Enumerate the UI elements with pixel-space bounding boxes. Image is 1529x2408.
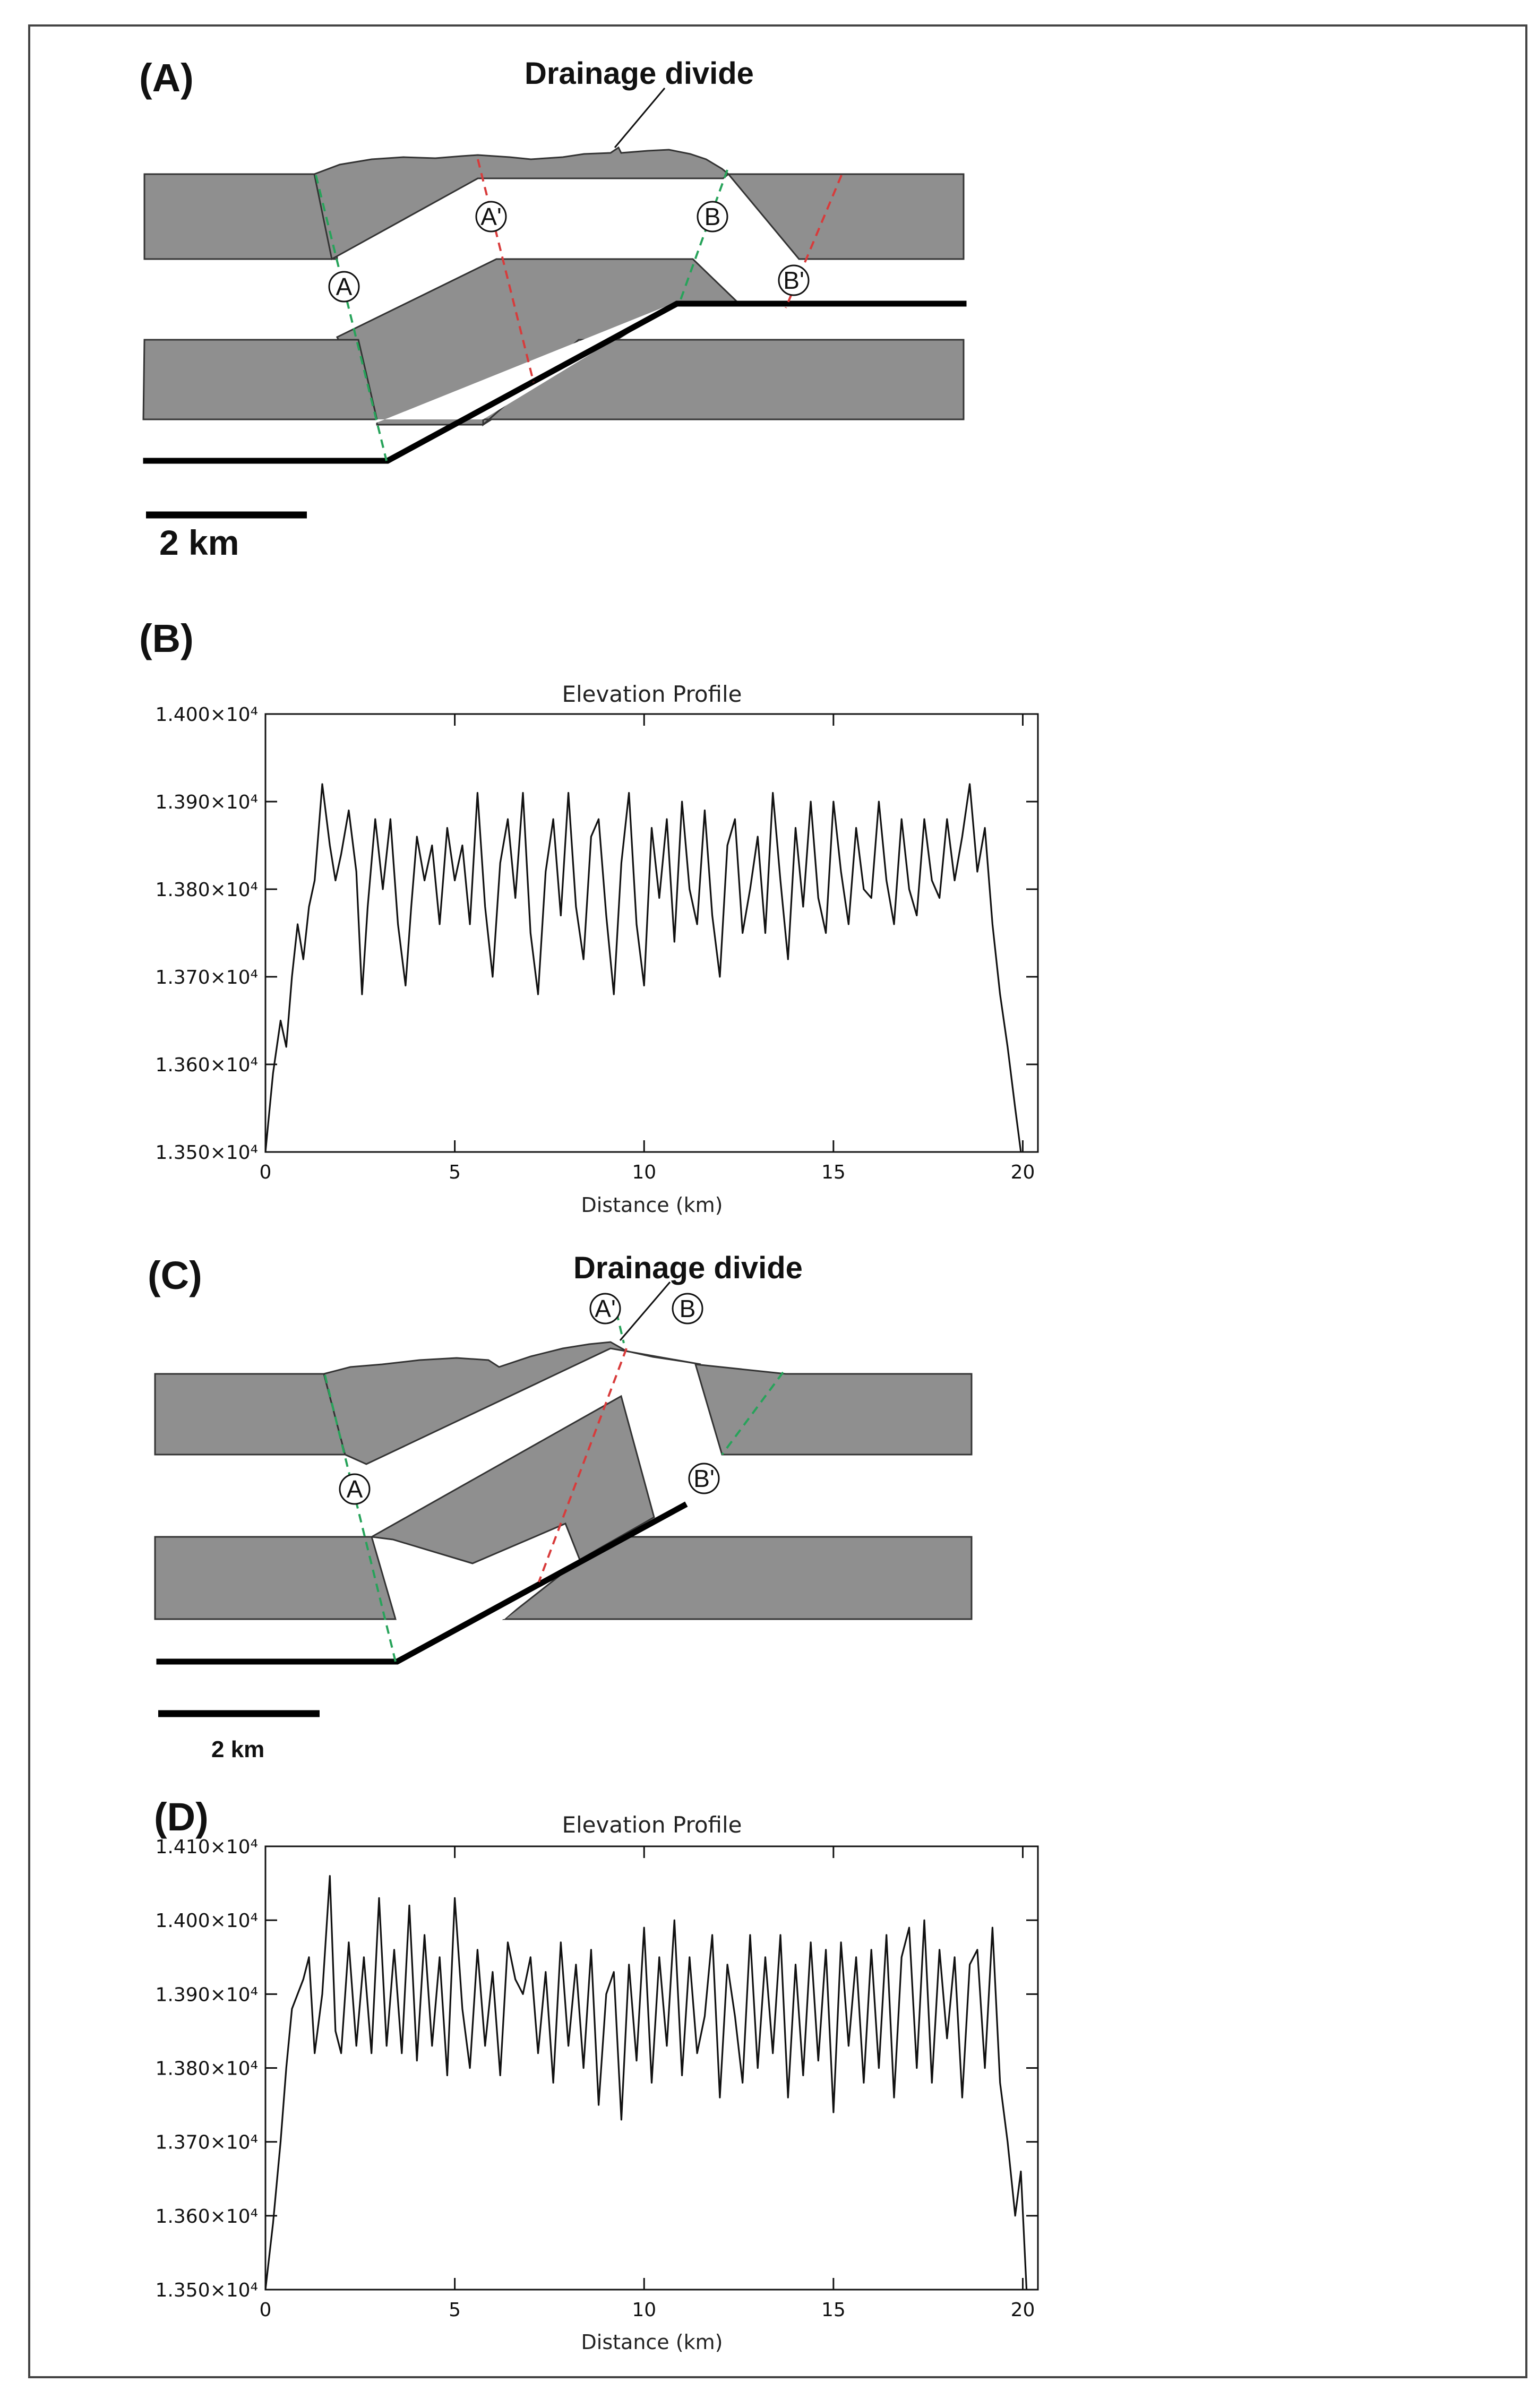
chart-b-y-tick-label: 1.390×10⁴ (155, 792, 258, 813)
chart-d-x-tick-label: 20 (1010, 2299, 1035, 2321)
diagram-c-upper-layer-left (155, 1374, 345, 1455)
diagram-c-scale-label: 2 km (211, 1736, 265, 1762)
diagram-c-point-a-prime (590, 1294, 620, 1323)
chart-d (154, 1795, 1038, 2354)
svg-text:A: A (346, 1475, 363, 1503)
svg-text:B: B (679, 1295, 696, 1322)
chart-b-y-tick-label: 1.360×10⁴ (155, 1054, 258, 1076)
chart-d-x-tick-label: 10 (632, 2299, 657, 2321)
diagram-a-upper-layer-right (728, 174, 964, 259)
chart-b (139, 616, 1038, 1217)
svg-text:A': A' (595, 1295, 616, 1322)
chart-b-series-elevation (265, 784, 1021, 1152)
diagram-c-lower-layer-left (155, 1537, 396, 1619)
chart-b-plot-frame (265, 714, 1038, 1152)
chart-d-y-tick-label: 1.370×10⁴ (155, 2131, 258, 2154)
svg-text:A: A (336, 273, 353, 300)
chart-d-y-tick-label: 1.350×10⁴ (155, 2280, 258, 2301)
diagram-c-point-b (673, 1294, 702, 1323)
svg-text:B': B' (783, 266, 804, 294)
panel-b-label: (B) (139, 616, 194, 660)
chart-b-x-tick-label: 15 (821, 1162, 846, 1183)
chart-b-x-tick-label: 10 (632, 1162, 657, 1183)
chart-d-x-axis (260, 1846, 1035, 2321)
diagram-c-lower-layer-right (504, 1537, 972, 1619)
panel-a-label: (A) (139, 56, 194, 100)
panel-c-label: (C) (148, 1253, 202, 1297)
chart-d-x-axis-title: Distance (km) (581, 2330, 723, 2354)
diagram-c-divide-leader (620, 1282, 670, 1340)
chart-b-y-tick-label: 1.350×10⁴ (155, 1142, 258, 1164)
chart-d-series-elevation (265, 1876, 1027, 2290)
diagram-a-scale-label: 2 km (159, 523, 239, 562)
diagram-a-lower-layer-left (143, 340, 377, 419)
diagram-a (139, 56, 964, 562)
diagram-c-point-a (340, 1474, 370, 1504)
diagram-a-divide-label: Drainage divide (525, 56, 754, 91)
chart-d-x-tick-label: 0 (259, 2299, 272, 2321)
svg-text:B': B' (693, 1465, 715, 1492)
diagram-a-point-b (698, 202, 727, 231)
diagram-a-point-b-prime (779, 265, 809, 295)
chart-b-title: Elevation Profile (562, 681, 742, 707)
diagram-a-point-a-prime (476, 202, 506, 231)
diagram-c-topography (324, 1342, 701, 1464)
diagram-c-divide-label: Drainage divide (573, 1251, 803, 1285)
diagram-a-point-a (329, 272, 359, 302)
chart-b-x-axis-title: Distance (km) (581, 1193, 723, 1217)
diagram-c-point-b-prime (689, 1464, 719, 1493)
chart-d-y-tick-label: 1.380×10⁴ (155, 2058, 258, 2080)
chart-d-title: Elevation Profile (562, 1812, 742, 1838)
svg-text:A': A' (480, 203, 502, 230)
chart-b-y-tick-label: 1.380×10⁴ (155, 879, 258, 901)
chart-b-x-tick-label: 20 (1010, 1162, 1035, 1183)
chart-b-y-axis (156, 704, 1038, 1164)
chart-b-y-tick-label: 1.370×10⁴ (155, 967, 258, 988)
chart-b-y-tick-label: 1.400×10⁴ (155, 704, 258, 726)
diagram-a-divide-leader (615, 88, 665, 148)
diagram-c (148, 1251, 972, 1762)
chart-d-y-tick-label: 1.410×10⁴ (155, 1836, 258, 1858)
chart-d-y-tick-label: 1.400×10⁴ (155, 1910, 258, 1932)
svg-text:B: B (704, 203, 721, 230)
chart-d-x-tick-label: 5 (449, 2299, 461, 2321)
chart-d-y-tick-label: 1.360×10⁴ (155, 2205, 258, 2228)
panel-d-label: (D) (154, 1795, 209, 1839)
chart-d-x-tick-label: 15 (821, 2299, 846, 2321)
chart-b-x-axis (260, 714, 1035, 1183)
diagram-c-upper-layer-right (695, 1364, 972, 1455)
chart-b-x-tick-label: 5 (449, 1162, 461, 1183)
chart-d-y-tick-label: 1.390×10⁴ (155, 1984, 258, 2006)
chart-b-x-tick-label: 0 (259, 1162, 272, 1183)
diagram-a-topography (314, 148, 728, 259)
diagram-a-upper-layer-left (144, 173, 337, 259)
